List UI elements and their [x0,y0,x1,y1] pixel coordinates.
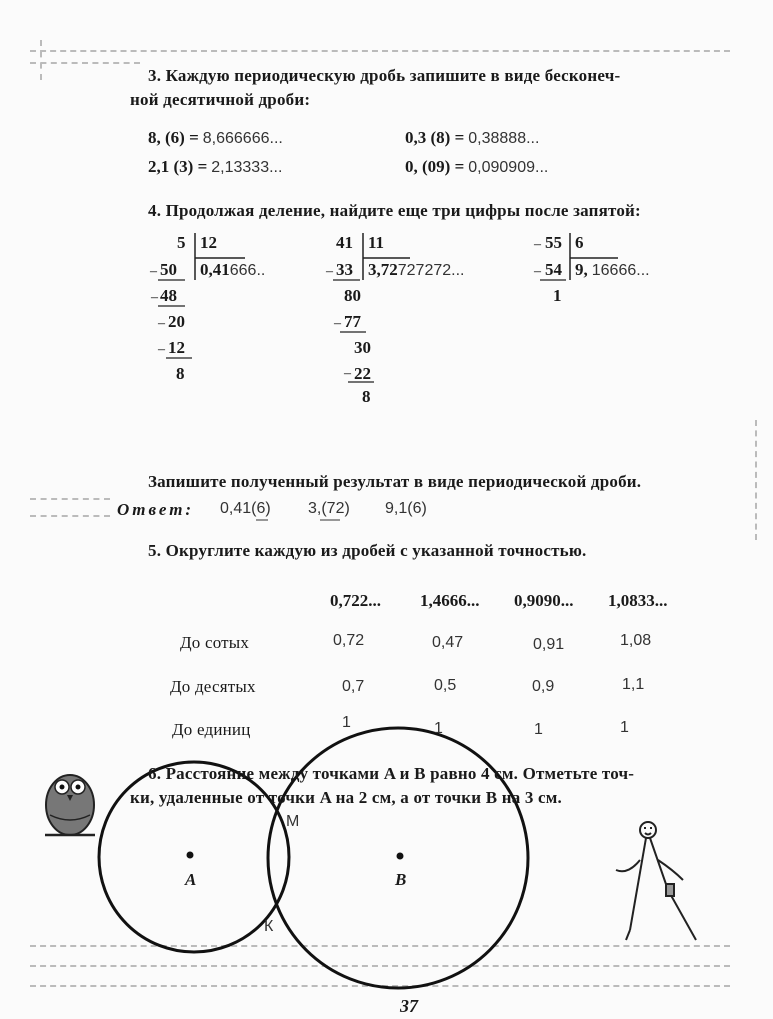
point-b-dot [397,853,404,860]
div3-dividend: 55 [545,233,562,252]
div1-step-2: 20 [168,312,185,331]
compass-illustration [616,822,696,940]
task5-r1-c3: 0,91 [533,636,565,653]
task3-ex-4-lhs: 0, (09) = [405,157,465,176]
div1-sub1: 50 [160,260,177,279]
div2-quot-hw: 727272... [397,262,465,279]
task5-r2-c2: 0,5 [434,677,457,694]
task5-title: 5. Округлите каждую из дробей с указанной точностью. [148,541,587,560]
label-point-k: К [264,918,274,935]
task6-line1: 6. Расстояние между точками A и B равно 4 см. Отметьте точ- [148,764,635,783]
div1-step-1: 48 [160,286,177,305]
div3-quot: 9, [575,260,588,279]
task5-r3-c2: 1 [434,720,443,737]
task5-header-2: 1,4666... [420,591,480,610]
task3-ex-3-rhs: 2,13333... [211,159,283,176]
div2-minus-1: – [326,264,333,279]
answer-label: Ответ: [117,500,195,519]
task3-ex-1-rhs: 8,666666... [202,130,283,147]
task5-r3-c3: 1 [534,721,543,738]
div2-minus-2: – [334,316,341,331]
div2-step-3: 30 [354,338,371,357]
div1-minus-2: – [151,290,158,305]
page-number: 37 [400,996,418,1016]
task5-header-4: 1,0833... [608,591,668,610]
div3-sub1: 54 [545,260,562,279]
task4-title: 4. Продолжая деление, найдите еще три цифры после запятой: [148,201,641,220]
div3-step-1: 1 [553,286,562,305]
div2-step-5: 8 [362,387,371,406]
task5-r1-c2: 0,47 [432,634,464,651]
task5-r1-c1: 0,72 [333,632,365,649]
label-point-m: M [286,813,300,830]
div1-step-4: 8 [176,364,185,383]
div1-step-3: 12 [168,338,185,357]
task3-ex-3-lhs: 2,1 (3) = [148,157,208,176]
task3-ex-1-lhs: 8, (6) = [148,128,199,147]
div1-quot: 0,41 [200,260,230,279]
task3-ex-2-lhs: 0,3 (8) = [405,128,465,147]
task3-line1: 3. Каждую периодическую дробь запишите в виде бесконеч- [148,66,621,85]
task5-header-3: 0,9090... [514,591,574,610]
task5-row-1-label: До сотых [180,633,250,652]
owl-illustration [45,775,95,835]
task5-r3-c1: 1 [342,714,351,731]
div3-minus-1: – [534,237,541,252]
div3-divisor: 6 [575,233,584,252]
answer-1: 0,41(6) [220,500,271,517]
task5-r3-c4: 1 [620,719,629,736]
task5-row-3-label: До единиц [172,720,251,739]
task4-write-instruction: Запишите полученный результат в виде периодической дроби. [148,472,642,491]
answer-2: 3,(72) [308,500,350,517]
div1-minus-3: – [158,316,165,331]
label-point-b: B [395,870,407,889]
div1-minus-1: – [150,264,157,279]
task5-r2-c1: 0,7 [342,678,365,695]
answer-3: 9,1(6) [385,500,427,517]
div2-dividend: 41 [336,233,353,252]
point-a-dot [187,852,194,859]
div1-dividend: 5 [177,233,186,252]
task5-row-2-label: До десятых [170,677,256,696]
task6-line2: ки, удаленные от точки A на 2 см, а от точки B на 3 см. [130,788,563,807]
div2-sub1: 33 [336,260,353,279]
div2-quot: 3,72 [368,260,398,279]
div1-minus-4: – [158,342,165,357]
task3-ex-2-rhs: 0,38888... [468,130,540,147]
div1-quot-hw: 666.. [229,262,266,279]
div1-divisor: 12 [200,233,217,252]
div2-step-2: 77 [344,312,361,331]
task5-r1-c4: 1,08 [620,632,652,649]
label-point-a: A [185,870,197,889]
div3-quot-hw: 16666... [591,262,650,279]
div2-minus-3: – [344,366,351,381]
div3-minus-2: – [534,264,541,279]
task3-line2: ной десятичной дроби: [130,90,311,109]
div2-step-4: 22 [354,364,371,383]
task5-r2-c3: 0,9 [532,678,555,695]
div2-step-1: 80 [344,286,361,305]
task5-header-1: 0,722... [330,591,381,610]
task3-ex-4-rhs: 0,090909... [468,159,549,176]
task5-r2-c4: 1,1 [622,676,645,693]
div2-divisor: 11 [368,233,385,252]
